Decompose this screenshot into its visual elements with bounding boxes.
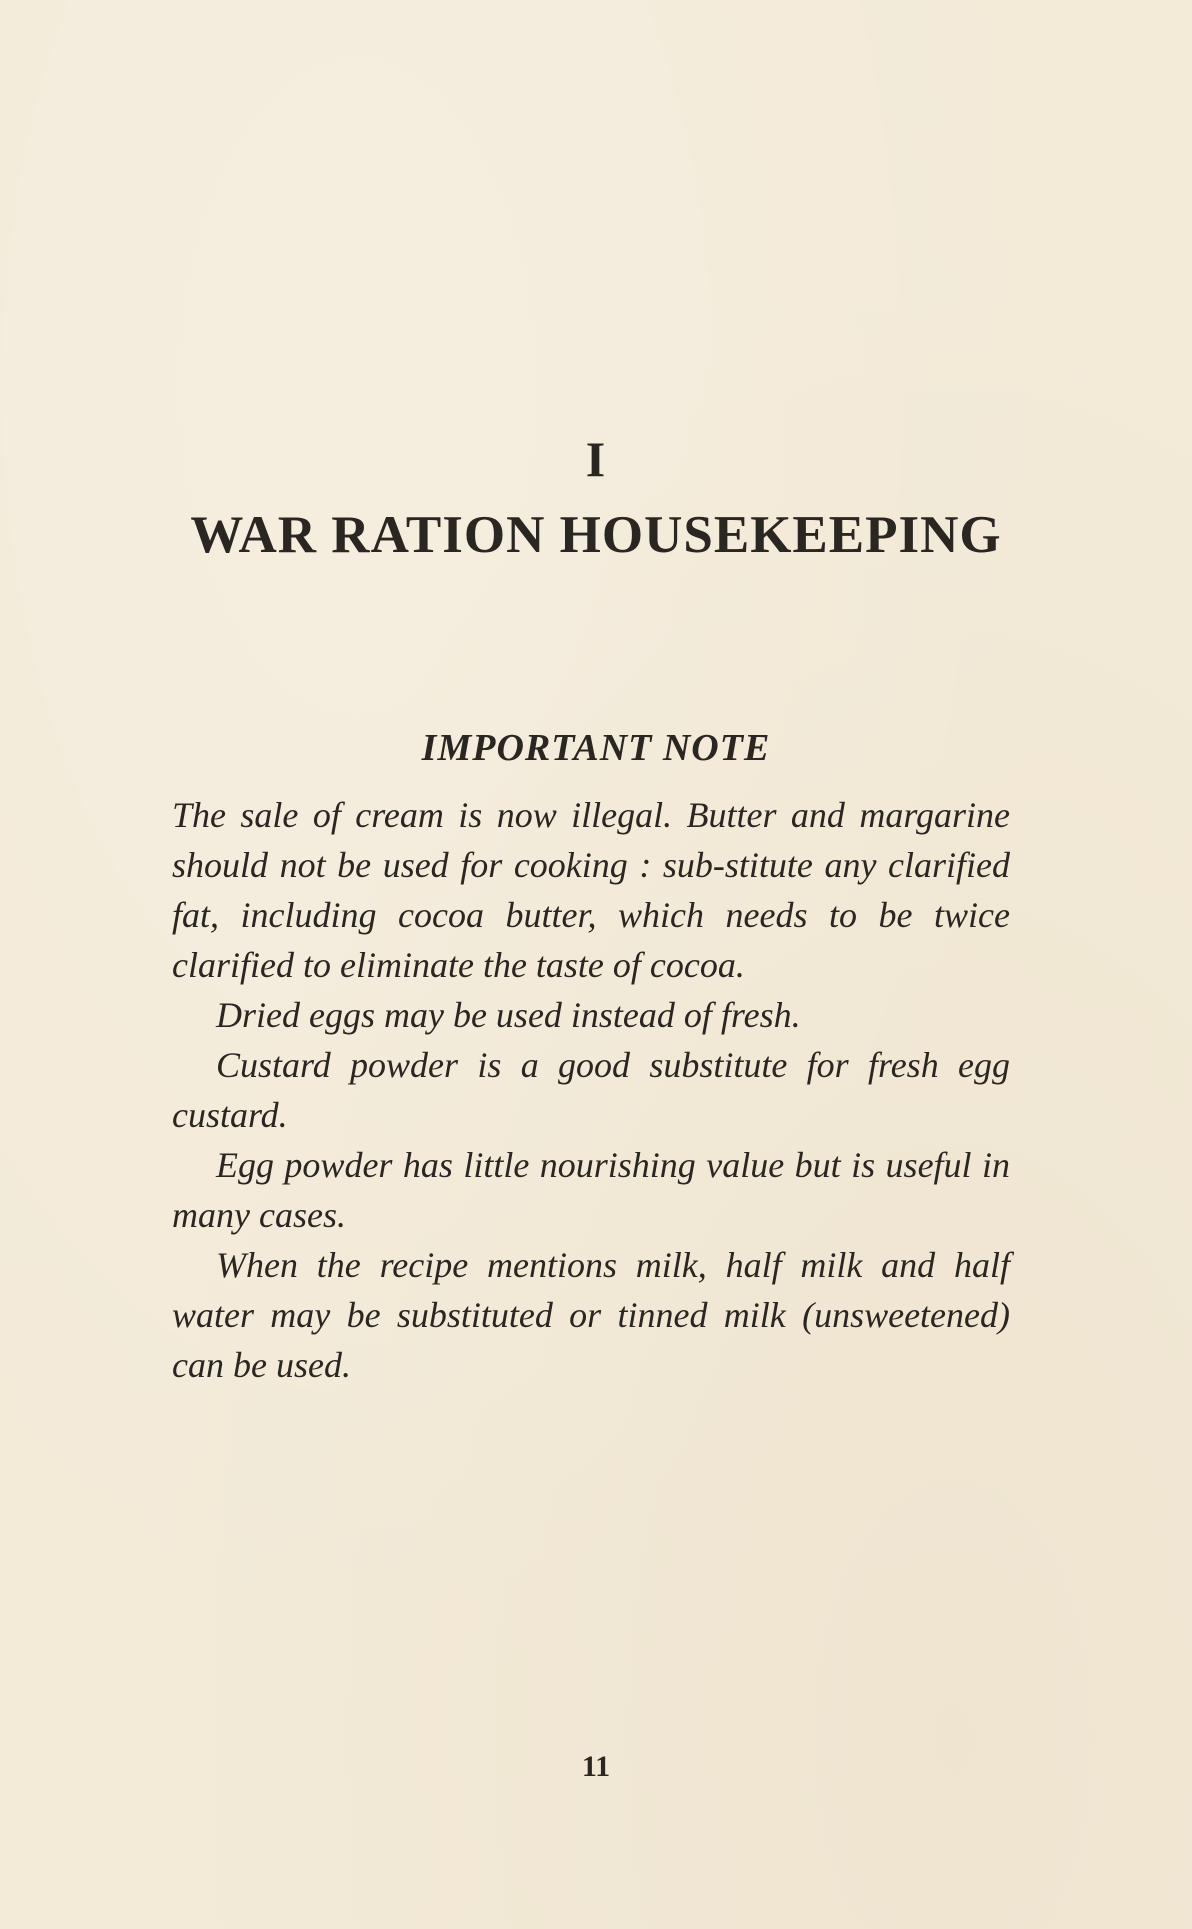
chapter-number: I xyxy=(585,431,607,487)
chapter-title: WAR RATION HOUSEKEEPING xyxy=(190,506,1002,564)
note-paragraph: The sale of cream is now illegal. Butter and margarine should not be used for cooking : sub-stitute any clarified fat, including cocoa butter, which needs to be twice clarified to eliminate the taste of cocoa. xyxy=(172,795,1010,985)
note-body xyxy=(172,790,1010,1390)
note-paragraph: Dried eggs may be used instead of fresh. xyxy=(216,995,801,1035)
page-number: 11 xyxy=(581,1750,611,1783)
note-heading: IMPORTANT NOTE xyxy=(421,727,771,769)
note-paragraph: Custard powder is a good substitute for fresh egg custard. xyxy=(172,1045,1010,1135)
note-paragraph: Egg powder has little nourishing value but is useful in many cases. xyxy=(172,1145,1010,1235)
note-paragraph: When the recipe mentions milk, half milk and half water may be substituted or tinned milk (unsweetened) can be used. xyxy=(172,1245,1010,1385)
